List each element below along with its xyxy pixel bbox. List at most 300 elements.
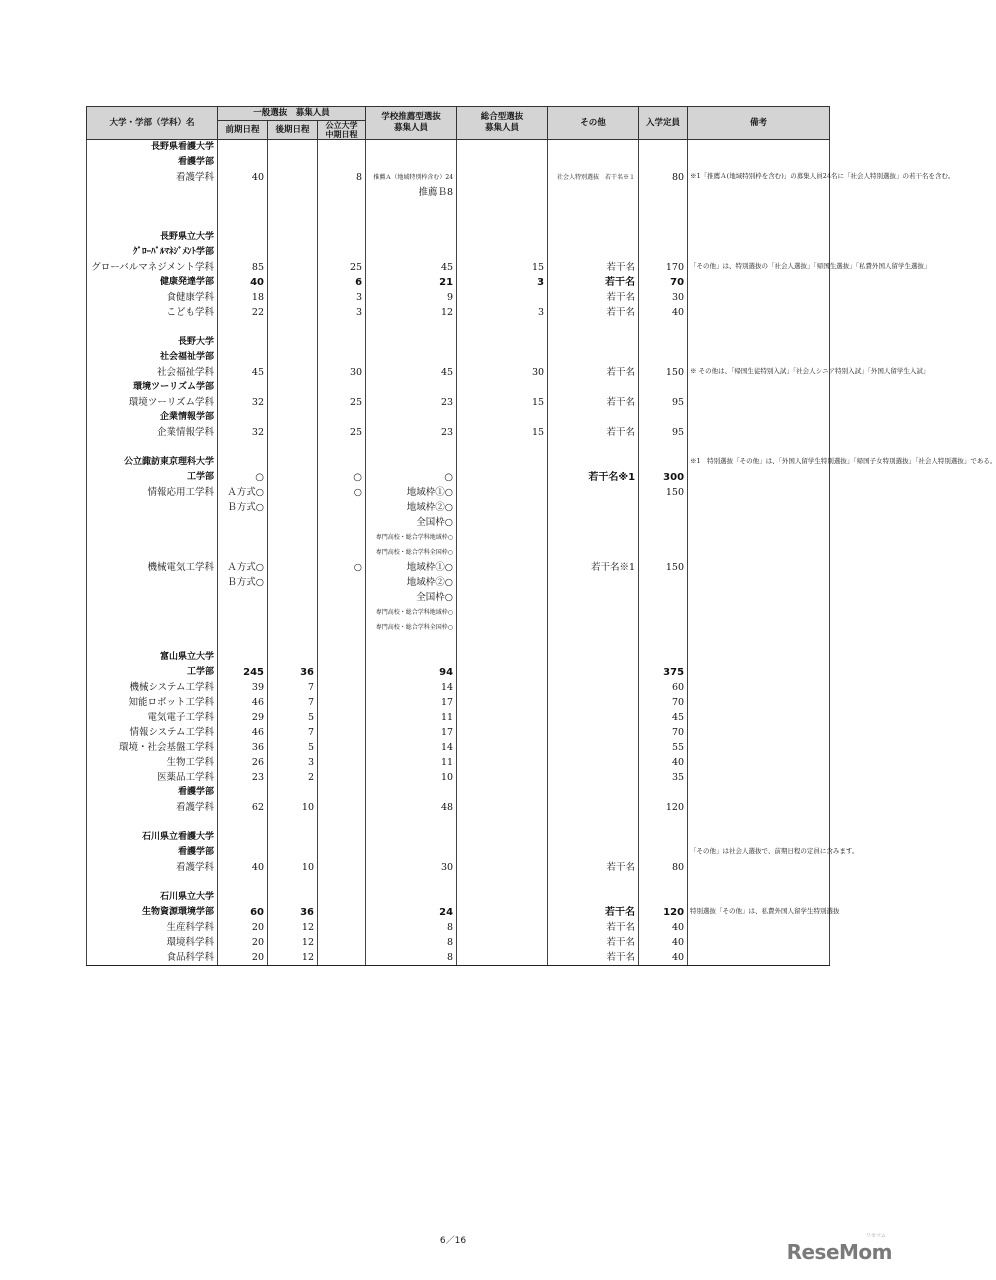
- cell-other: [548, 665, 639, 680]
- cell-zenki: 20: [218, 935, 268, 950]
- cell-sogo: [457, 200, 548, 215]
- cell-cap: [639, 350, 688, 365]
- department-row: [87, 620, 830, 635]
- row-name: 看護学科: [87, 170, 218, 185]
- cell-chuki: [318, 575, 366, 590]
- cell-sogo: 15: [457, 395, 548, 410]
- cell-kouki: [268, 815, 318, 830]
- header-name: 大学・学部（学科）名: [87, 107, 218, 140]
- department-row: [87, 590, 830, 605]
- header-suisen: 学校推薦型選抜 募集人員: [366, 107, 457, 140]
- department-row: [87, 170, 830, 185]
- cell-remark: [688, 440, 830, 455]
- cell-cap: 120: [639, 800, 688, 815]
- row-name: [87, 605, 218, 620]
- cell-kouki: [268, 875, 318, 890]
- cell-zenki: [218, 350, 268, 365]
- department-row: [87, 425, 830, 440]
- cell-remark: [688, 455, 996, 470]
- header-kouki: 後期日程: [268, 121, 318, 140]
- cell-other: 若干名: [548, 275, 639, 290]
- cell-sogo: [457, 950, 548, 966]
- row-name: [87, 875, 218, 890]
- row-name: 長野大学: [87, 335, 218, 350]
- header-other: その他: [548, 107, 639, 140]
- row-name: 工学部: [87, 470, 218, 485]
- cell-remark: [688, 590, 830, 605]
- cell-kouki: [268, 605, 318, 620]
- cell-zenki: 46: [218, 725, 268, 740]
- cell-other: [548, 740, 639, 755]
- cell-remark: [688, 290, 830, 305]
- header-capacity: 入学定員: [639, 107, 688, 140]
- cell-kouki: [268, 215, 318, 230]
- spacer-row: [87, 440, 830, 455]
- cell-remark: [688, 575, 830, 590]
- department-row: [87, 605, 830, 620]
- cell-chuki: 25: [318, 260, 366, 275]
- remark-text: ※ その他は、「帰国生徒特別入試」「社会人シニア特別入試」「外国人留学生入試」: [690, 367, 930, 375]
- cell-chuki: [318, 350, 366, 365]
- cell-suisen: 全国枠○: [366, 515, 457, 530]
- faculty-row: [87, 665, 830, 680]
- cell-zenki: [218, 515, 268, 530]
- cell-kouki: [268, 395, 318, 410]
- university-row: [87, 650, 830, 665]
- cell-kouki: [268, 560, 318, 575]
- cell-cap: 40: [639, 950, 688, 966]
- cell-remark: [688, 815, 830, 830]
- cell-cap: [639, 200, 688, 215]
- cell-zenki: 22: [218, 305, 268, 320]
- cell-cap: [639, 140, 688, 156]
- cell-zenki: Ａ方式○: [218, 560, 268, 575]
- cell-suisen: 14: [366, 740, 457, 755]
- row-name: [87, 215, 218, 230]
- cell-suisen: 専門高校・総合学科地域枠○: [366, 605, 457, 620]
- cell-suisen: [366, 200, 457, 215]
- row-name: 医薬品工学科: [87, 770, 218, 785]
- cell-suisen: 45: [366, 365, 457, 380]
- cell-zenki: 40: [218, 860, 268, 875]
- cell-cap: [639, 545, 688, 560]
- cell-chuki: [318, 770, 366, 785]
- cell-zenki: [218, 590, 268, 605]
- cell-suisen: 専門高校・総合学科地域枠○: [366, 530, 457, 545]
- cell-chuki: [318, 650, 366, 665]
- cell-suisen: [366, 155, 457, 170]
- cell-remark: [688, 830, 830, 845]
- cell-zenki: [218, 785, 268, 800]
- cell-cap: [639, 215, 688, 230]
- cell-cap: 120: [639, 905, 688, 920]
- department-row: [87, 290, 830, 305]
- cell-other: [548, 680, 639, 695]
- cell-remark: [688, 410, 830, 425]
- cell-remark: [688, 890, 830, 905]
- cell-other: [548, 755, 639, 770]
- cell-other: [548, 230, 639, 245]
- cell-sogo: [457, 755, 548, 770]
- cell-zenki: 18: [218, 290, 268, 305]
- cell-remark: [688, 800, 830, 815]
- cell-sogo: [457, 470, 548, 485]
- cell-sogo: [457, 830, 548, 845]
- cell-other: 若干名: [548, 905, 639, 920]
- cell-cap: [639, 320, 688, 335]
- cell-cap: [639, 635, 688, 650]
- table-body: [87, 140, 996, 966]
- cell-suisen: [366, 785, 457, 800]
- cell-zenki: [218, 890, 268, 905]
- cell-remark: [688, 860, 830, 875]
- department-row: [87, 305, 830, 320]
- row-name: [87, 635, 218, 650]
- cell-kouki: [268, 320, 318, 335]
- cell-chuki: [318, 785, 366, 800]
- cell-zenki: 60: [218, 905, 268, 920]
- cell-remark: [688, 395, 830, 410]
- cell-sogo: [457, 905, 548, 920]
- cell-remark: [688, 140, 830, 156]
- cell-remark: [688, 230, 830, 245]
- row-name: [87, 500, 218, 515]
- cell-remark: [688, 350, 830, 365]
- cell-sogo: [457, 920, 548, 935]
- row-name: 食健康学科: [87, 290, 218, 305]
- cell-kouki: [268, 380, 318, 395]
- cell-cap: [639, 515, 688, 530]
- cell-sogo: [457, 245, 548, 260]
- cell-sogo: 15: [457, 425, 548, 440]
- cell-kouki: [268, 410, 318, 425]
- row-name: [87, 815, 218, 830]
- cell-other: [548, 875, 639, 890]
- row-name: 機械電気工学科: [87, 560, 218, 575]
- cell-remark: [688, 695, 830, 710]
- cell-suisen: 48: [366, 800, 457, 815]
- cell-zenki: [218, 455, 268, 470]
- cell-zenki: 62: [218, 800, 268, 815]
- cell-remark: [688, 305, 830, 320]
- cell-suisen: 11: [366, 710, 457, 725]
- cell-suisen: [366, 215, 457, 230]
- cell-chuki: [318, 950, 366, 966]
- cell-other: [548, 140, 639, 156]
- row-name: 環境・社会基盤工学科: [87, 740, 218, 755]
- cell-cap: 150: [639, 485, 688, 500]
- row-name: 富山県立大学: [87, 650, 218, 665]
- header-remarks: 備考: [688, 107, 830, 140]
- cell-kouki: 12: [268, 920, 318, 935]
- cell-remark: [688, 650, 830, 665]
- faculty-row: [87, 905, 830, 920]
- cell-suisen: [366, 410, 457, 425]
- cell-remark: [688, 200, 830, 215]
- cell-kouki: [268, 545, 318, 560]
- cell-cap: [639, 590, 688, 605]
- cell-zenki: [218, 380, 268, 395]
- cell-suisen: 専門高校・総合学科全国枠○: [366, 545, 457, 560]
- row-name: 知能ロボット工学科: [87, 695, 218, 710]
- cell-zenki: [218, 875, 268, 890]
- department-row: [87, 755, 830, 770]
- cell-kouki: 12: [268, 935, 318, 950]
- cell-kouki: [268, 230, 318, 245]
- cell-kouki: [268, 155, 318, 170]
- cell-zenki: [218, 650, 268, 665]
- cell-zenki: 23: [218, 770, 268, 785]
- cell-kouki: 3: [268, 755, 318, 770]
- row-name: 長野県立大学: [87, 230, 218, 245]
- cell-cap: [639, 455, 688, 470]
- cell-zenki: [218, 830, 268, 845]
- cell-kouki: [268, 890, 318, 905]
- cell-sogo: 15: [457, 260, 548, 275]
- cell-remark: [688, 470, 830, 485]
- cell-suisen: [366, 350, 457, 365]
- cell-other: 若干名: [548, 290, 639, 305]
- spacer-row: [87, 635, 830, 650]
- cell-sogo: [457, 560, 548, 575]
- cell-zenki: [218, 320, 268, 335]
- cell-chuki: [318, 845, 366, 860]
- cell-other: [548, 845, 639, 860]
- cell-other: 若干名: [548, 395, 639, 410]
- cell-sogo: [457, 800, 548, 815]
- cell-cap: [639, 815, 688, 830]
- faculty-row: [87, 155, 830, 170]
- cell-zenki: [218, 635, 268, 650]
- cell-sogo: 30: [457, 365, 548, 380]
- cell-sogo: [457, 740, 548, 755]
- cell-chuki: [318, 320, 366, 335]
- admission-table: [86, 106, 996, 966]
- cell-cap: 35: [639, 770, 688, 785]
- cell-kouki: [268, 455, 318, 470]
- row-name: 看護学科: [87, 800, 218, 815]
- row-name: 機械システム工学科: [87, 680, 218, 695]
- faculty-row: [87, 410, 830, 425]
- department-row: [87, 500, 830, 515]
- cell-cap: [639, 155, 688, 170]
- row-name: 看護学部: [87, 845, 218, 860]
- cell-zenki: 26: [218, 755, 268, 770]
- cell-cap: 150: [639, 560, 688, 575]
- cell-sogo: [457, 890, 548, 905]
- cell-sogo: [457, 335, 548, 350]
- cell-kouki: [268, 335, 318, 350]
- cell-zenki: Ｂ方式○: [218, 575, 268, 590]
- department-row: [87, 560, 830, 575]
- cell-remark: [688, 380, 830, 395]
- cell-kouki: [268, 200, 318, 215]
- department-row: [87, 920, 830, 935]
- cell-suisen: 21: [366, 275, 457, 290]
- cell-cap: [639, 410, 688, 425]
- cell-suisen: 地域枠②○: [366, 500, 457, 515]
- faculty-row: [87, 350, 830, 365]
- cell-sogo: [457, 845, 548, 860]
- cell-other: [548, 770, 639, 785]
- cell-remark: [688, 560, 830, 575]
- cell-remark: [688, 935, 830, 950]
- cell-other: 若干名※1: [548, 560, 639, 575]
- cell-remark: [688, 485, 830, 500]
- cell-zenki: [218, 815, 268, 830]
- cell-remark: [688, 500, 830, 515]
- faculty-row: [87, 785, 830, 800]
- department-row: [87, 680, 830, 695]
- cell-remark: [688, 365, 930, 380]
- cell-remark: [688, 185, 830, 200]
- cell-cap: [639, 245, 688, 260]
- faculty-row: [87, 275, 830, 290]
- row-name: [87, 185, 218, 200]
- cell-zenki: [218, 215, 268, 230]
- cell-chuki: [318, 725, 366, 740]
- cell-suisen: 11: [366, 755, 457, 770]
- cell-other: [548, 515, 639, 530]
- cell-remark: [688, 530, 830, 545]
- row-name: [87, 590, 218, 605]
- cell-other: [548, 335, 639, 350]
- cell-chuki: [318, 890, 366, 905]
- cell-remark: [688, 545, 830, 560]
- cell-suisen: [366, 890, 457, 905]
- cell-chuki: [318, 335, 366, 350]
- resemom-logo: ReseMom: [786, 1240, 892, 1264]
- cell-chuki: [318, 215, 366, 230]
- cell-suisen: 23: [366, 425, 457, 440]
- cell-kouki: [268, 485, 318, 500]
- cell-sogo: [457, 380, 548, 395]
- cell-zenki: [218, 410, 268, 425]
- row-name: [87, 575, 218, 590]
- cell-other: [548, 380, 639, 395]
- row-name: 電気電子工学科: [87, 710, 218, 725]
- spacer-row: [87, 320, 830, 335]
- cell-sogo: [457, 515, 548, 530]
- cell-kouki: 7: [268, 725, 318, 740]
- cell-suisen: [366, 830, 457, 845]
- cell-chuki: 25: [318, 425, 366, 440]
- department-row: [87, 185, 830, 200]
- cell-kouki: [268, 575, 318, 590]
- cell-chuki: [318, 905, 366, 920]
- cell-suisen: [366, 140, 457, 156]
- cell-suisen: [366, 230, 457, 245]
- cell-remark: [688, 875, 830, 890]
- department-row: [87, 710, 830, 725]
- cell-other: [548, 695, 639, 710]
- row-name: 環境科学科: [87, 935, 218, 950]
- cell-sogo: [457, 875, 548, 890]
- faculty-row: [87, 845, 830, 860]
- cell-zenki: 45: [218, 365, 268, 380]
- cell-kouki: [268, 275, 318, 290]
- cell-other: [548, 575, 639, 590]
- row-name: [87, 545, 218, 560]
- cell-sogo: [457, 770, 548, 785]
- cell-chuki: ○: [318, 485, 366, 500]
- cell-kouki: 7: [268, 695, 318, 710]
- cell-chuki: [318, 200, 366, 215]
- header-zenki: 前期日程: [218, 121, 268, 140]
- cell-chuki: [318, 545, 366, 560]
- cell-cap: 40: [639, 935, 688, 950]
- cell-sogo: [457, 290, 548, 305]
- cell-suisen: 94: [366, 665, 457, 680]
- cell-cap: 60: [639, 680, 688, 695]
- cell-suisen: [366, 845, 457, 860]
- cell-chuki: [318, 620, 366, 635]
- row-name: [87, 530, 218, 545]
- cell-remark: [688, 275, 830, 290]
- cell-other: [548, 890, 639, 905]
- cell-remark: [688, 905, 840, 920]
- university-row: [87, 890, 830, 905]
- cell-zenki: [218, 620, 268, 635]
- cell-cap: [639, 380, 688, 395]
- cell-remark: [688, 635, 830, 650]
- cell-kouki: [268, 515, 318, 530]
- cell-zenki: 32: [218, 425, 268, 440]
- spacer-row: [87, 215, 830, 230]
- cell-cap: 40: [639, 305, 688, 320]
- department-row: [87, 935, 830, 950]
- cell-kouki: [268, 350, 318, 365]
- cell-other: [548, 620, 639, 635]
- cell-other: [548, 725, 639, 740]
- cell-suisen: 14: [366, 680, 457, 695]
- cell-other: [548, 785, 639, 800]
- cell-cap: 55: [639, 740, 688, 755]
- cell-kouki: [268, 140, 318, 156]
- cell-cap: [639, 620, 688, 635]
- cell-chuki: [318, 815, 366, 830]
- cell-sogo: [457, 665, 548, 680]
- cell-suisen: [366, 320, 457, 335]
- cell-remark: [688, 245, 830, 260]
- cell-sogo: [457, 725, 548, 740]
- cell-kouki: 36: [268, 665, 318, 680]
- cell-chuki: [318, 530, 366, 545]
- cell-kouki: 5: [268, 740, 318, 755]
- cell-kouki: [268, 635, 318, 650]
- cell-chuki: [318, 230, 366, 245]
- cell-suisen: 12: [366, 305, 457, 320]
- cell-cap: [639, 890, 688, 905]
- cell-sogo: [457, 320, 548, 335]
- cell-suisen: 8: [366, 920, 457, 935]
- cell-sogo: [457, 455, 548, 470]
- header-general: 一般選抜 募集人員: [218, 107, 366, 121]
- row-name: [87, 200, 218, 215]
- cell-chuki: [318, 710, 366, 725]
- cell-other: [548, 215, 639, 230]
- cell-chuki: ○: [318, 470, 366, 485]
- cell-zenki: Ｂ方式○: [218, 500, 268, 515]
- cell-chuki: [318, 920, 366, 935]
- cell-cap: 170: [639, 260, 688, 275]
- cell-zenki: [218, 845, 268, 860]
- cell-sogo: [457, 785, 548, 800]
- cell-sogo: [457, 575, 548, 590]
- cell-sogo: [457, 935, 548, 950]
- cell-zenki: 40: [218, 170, 268, 185]
- cell-other: [548, 185, 639, 200]
